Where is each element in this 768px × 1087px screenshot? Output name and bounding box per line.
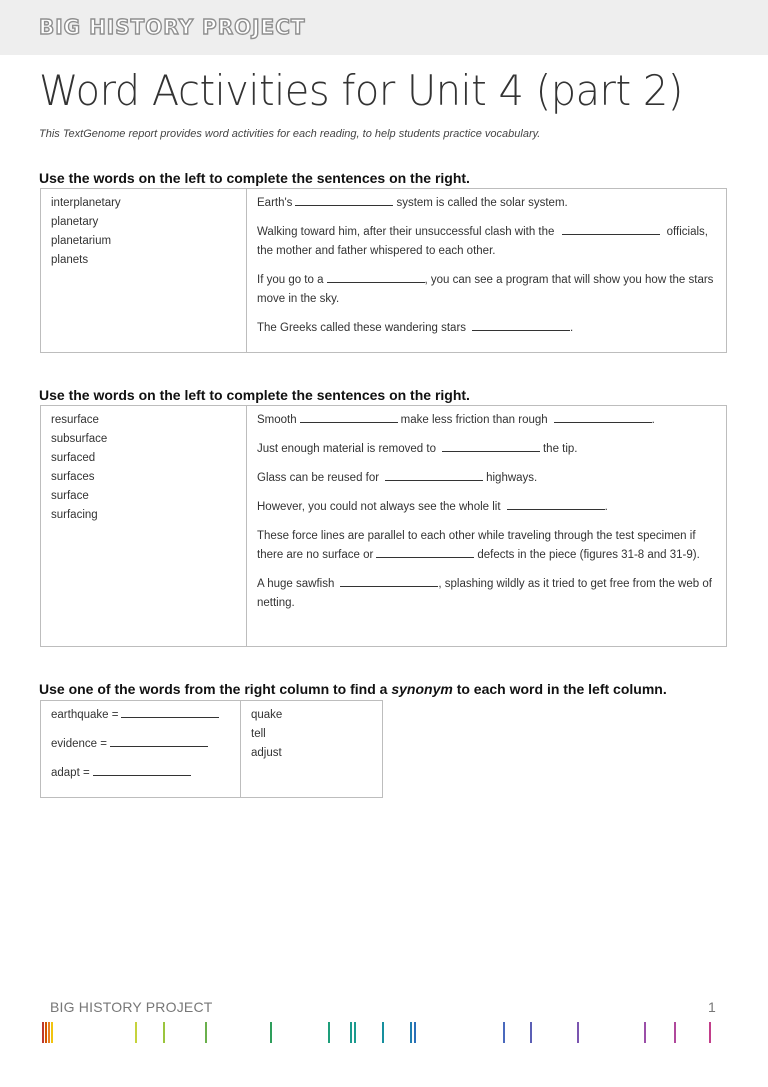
- sentence: [257, 575, 716, 613]
- section2-heading: Use the words on the left to complete the sentences on the right.: [39, 387, 470, 403]
- sentence-text: Smooth: [257, 414, 297, 426]
- heading-emphasis: synonym: [391, 681, 453, 697]
- sentence-text: .: [604, 501, 608, 513]
- word-bank-item: surface: [51, 490, 89, 502]
- sentence: [257, 469, 716, 488]
- sentence: [257, 527, 716, 565]
- deco-bar: [328, 1022, 330, 1043]
- section1-heading: Use the words on the left to complete the sentences on the right.: [39, 170, 470, 186]
- sentence: [257, 319, 716, 338]
- deco-bar: [135, 1022, 137, 1043]
- answer-blank[interactable]: [340, 576, 438, 587]
- sentence-text: A huge sawfish: [257, 578, 335, 590]
- section3-heading: [39, 681, 667, 697]
- deco-bar: [577, 1022, 579, 1043]
- page-number: 1: [708, 999, 716, 1015]
- synonym-right-column: [241, 701, 383, 798]
- decorative-color-bars: [0, 1020, 768, 1046]
- answer-blank[interactable]: [554, 412, 652, 423]
- section1-word-bank: [41, 189, 247, 353]
- logo: BIG HISTORY PROJECT: [39, 15, 306, 39]
- header-banner: [0, 0, 768, 55]
- synonym-item: [51, 735, 230, 754]
- sentence-text: , splashing wildly as it tried to get free from the web of netting.: [257, 578, 712, 609]
- answer-blank[interactable]: [93, 765, 191, 776]
- answer-blank[interactable]: [385, 470, 483, 481]
- sentence-text: These force lines are parallel to each other while traveling through the test specimen if there are no surface or: [257, 530, 696, 561]
- word-bank-item: planetary: [51, 216, 99, 228]
- word-bank-item: surfacing: [51, 509, 98, 521]
- word-bank-item: planets: [51, 254, 89, 266]
- sentence: [257, 498, 716, 517]
- sentence: [257, 194, 716, 213]
- sentence: [257, 271, 716, 309]
- deco-bar: [163, 1022, 165, 1043]
- answer-blank[interactable]: [376, 547, 474, 558]
- footer-label: BIG HISTORY PROJECT: [50, 999, 213, 1015]
- deco-bar: [410, 1022, 412, 1043]
- sentence-text: Earth's: [257, 197, 293, 209]
- sentence-text: make less friction than rough: [400, 414, 548, 426]
- synonym-word: adapt =: [51, 767, 90, 779]
- section1-table: [40, 188, 727, 353]
- sentence-text: However, you could not always see the whole lit: [257, 501, 501, 513]
- answer-blank[interactable]: [110, 736, 208, 747]
- word-bank-item: planetarium: [51, 235, 112, 247]
- deco-bar: [48, 1022, 50, 1043]
- section1-sentences: [247, 189, 727, 353]
- deco-bar: [709, 1022, 711, 1043]
- sentence-text: Walking toward him, after their unsuccessful clash with the: [257, 226, 555, 238]
- deco-bar: [350, 1022, 352, 1043]
- synonym-left-column: [41, 701, 241, 798]
- synonym-item: [51, 764, 230, 783]
- word-bank-item: interplanetary: [51, 197, 121, 209]
- answer-blank[interactable]: [121, 707, 219, 718]
- answer-blank[interactable]: [300, 412, 398, 423]
- section3-table: [40, 700, 383, 798]
- deco-bar: [205, 1022, 207, 1043]
- heading-text: Use one of the words from the right column to find a: [39, 681, 388, 697]
- answer-blank[interactable]: [295, 195, 393, 206]
- answer-blank[interactable]: [442, 441, 540, 452]
- word-bank-item: surfaces: [51, 471, 95, 483]
- answer-blank[interactable]: [472, 320, 570, 331]
- sentence-text: Just enough material is removed to: [257, 443, 436, 455]
- sentence-text: the tip.: [542, 443, 578, 455]
- synonym-word: earthquake =: [51, 709, 119, 721]
- synonym-option: quake: [251, 709, 283, 721]
- synonym-option: adjust: [251, 747, 282, 759]
- sentence-text: If you go to a: [257, 274, 324, 286]
- sentence: [257, 411, 716, 430]
- section2-word-bank: [41, 406, 247, 647]
- word-bank-item: resurface: [51, 414, 99, 426]
- intro-text: This TextGenome report provides word activities for each reading, to help students practice vocabulary.: [39, 128, 541, 140]
- sentence-text: , you can see a program that will show you how the stars move in the sky.: [257, 274, 714, 305]
- deco-bar: [45, 1022, 47, 1043]
- deco-bar: [51, 1022, 53, 1043]
- deco-bar: [503, 1022, 505, 1043]
- synonym-word: evidence =: [51, 738, 107, 750]
- sentence-text: defects in the piece (figures 31-8 and 31-9).: [477, 549, 700, 561]
- deco-bar: [270, 1022, 272, 1043]
- deco-bar: [382, 1022, 384, 1043]
- deco-bar: [674, 1022, 676, 1043]
- sentence-text: officials, the mother and father whispered to each other.: [257, 226, 708, 257]
- answer-blank[interactable]: [507, 499, 605, 510]
- deco-bar: [414, 1022, 416, 1043]
- sentence-text: highways.: [486, 472, 538, 484]
- section2-sentences: [247, 406, 727, 647]
- word-bank-item: subsurface: [51, 433, 108, 445]
- deco-bar: [644, 1022, 646, 1043]
- synonym-item: [51, 706, 230, 725]
- deco-bar: [530, 1022, 532, 1043]
- section2-table: [40, 405, 727, 647]
- sentence-text: Glass can be reused for: [257, 472, 380, 484]
- sentence-text: .: [570, 322, 574, 334]
- synonym-option: tell: [251, 728, 266, 740]
- word-bank-item: surfaced: [51, 452, 96, 464]
- sentence: [257, 223, 716, 261]
- deco-bar: [354, 1022, 356, 1043]
- sentence-text: .: [651, 414, 655, 426]
- sentence: [257, 440, 716, 459]
- answer-blank[interactable]: [562, 224, 660, 235]
- page-title: Word Activities for Unit 4 (part 2): [39, 66, 683, 115]
- sentence-text: system is called the solar system.: [396, 197, 568, 209]
- sentence-text: The Greeks called these wandering stars: [257, 322, 467, 334]
- heading-text: to each word in the left column.: [456, 681, 667, 697]
- answer-blank[interactable]: [327, 272, 425, 283]
- deco-bar: [42, 1022, 44, 1043]
